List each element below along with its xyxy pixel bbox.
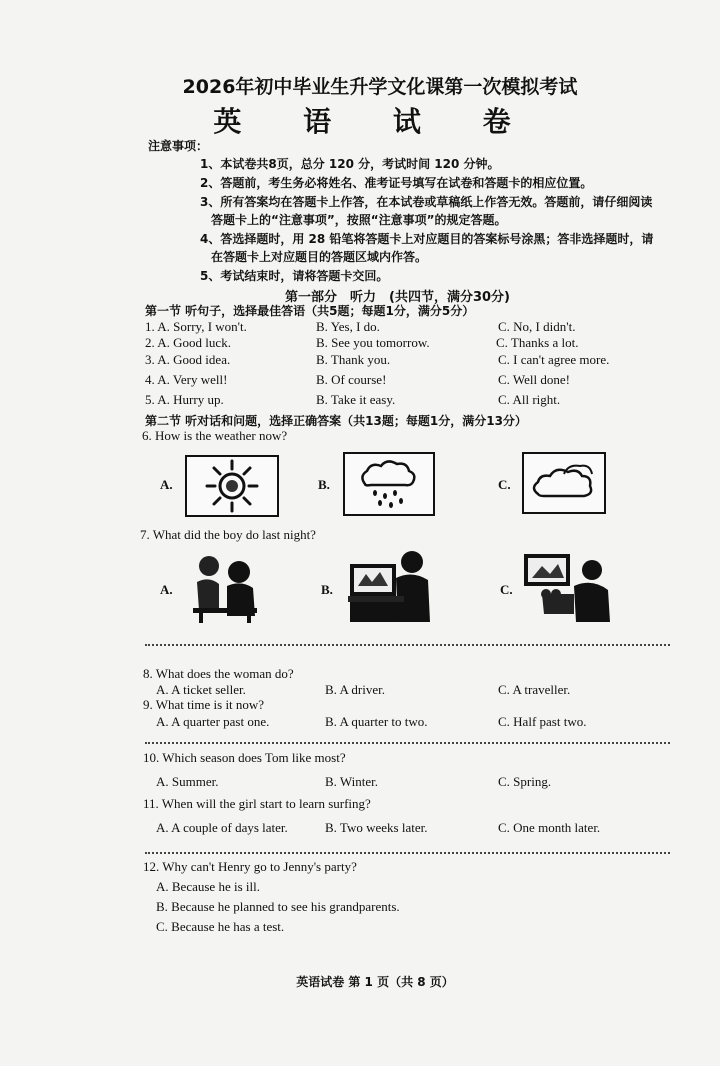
q1-option-b: B. Yes, I do. — [316, 319, 380, 334]
cloudy-icon — [524, 454, 604, 512]
part1-heading: 第一部分 听力 (共四节，满分30分) — [285, 290, 510, 305]
q7-label-b: B. — [321, 582, 333, 597]
sun-icon — [187, 457, 277, 515]
divider — [145, 742, 670, 744]
q8-option-c: C. A traveller. — [498, 682, 571, 697]
q12-option-c: C. Because he has a test. — [156, 919, 285, 934]
rain-cloud-icon — [345, 454, 433, 514]
q10-option-a: A. Summer. — [156, 774, 219, 789]
q2-option-c: C. Thanks a lot. — [496, 335, 579, 350]
q1-option-c: C. No, I didn't. — [498, 319, 576, 334]
q12-option-b: B. Because he planned to see his grandparents. — [156, 899, 400, 914]
q12-option-a: A. Because he is ill. — [156, 879, 260, 894]
q7-stem: 7. What did the boy do last night? — [140, 527, 316, 542]
notice-item: 1、本试卷共8页，总分 120 分，考试时间 120 分钟。 — [200, 157, 500, 171]
q8-option-a: A. A ticket seller. — [156, 682, 246, 697]
q3-option-a: 3. A. Good idea. — [145, 352, 231, 367]
q4-option-a: 4. A. Very well! — [145, 372, 228, 387]
q6-label-a: A. — [160, 477, 173, 492]
computer-game-icon — [346, 548, 434, 624]
q3-option-c: C. I can't agree more. — [498, 352, 610, 367]
q11-option-c: C. One month later. — [498, 820, 601, 835]
page-footer: 英语试卷 第 1 页（共 8 页） — [296, 975, 454, 989]
q5-option-c: C. All right. — [498, 392, 561, 407]
q2-option-b: B. See you tomorrow. — [316, 335, 430, 350]
divider — [145, 852, 670, 854]
q6-label-c: C. — [498, 477, 511, 492]
q9-option-a: A. A quarter past one. — [156, 714, 270, 729]
notice-item: 5、考试结束时，请将答题卡交回。 — [200, 269, 389, 283]
notice-heading: 注意事项： — [148, 139, 209, 153]
notice-item: 3、所有答案均在答题卡上作答，在本试卷或草稿纸上作答无效。答题前，请仔细阅读 — [200, 195, 653, 209]
sun-picture — [185, 455, 279, 517]
q9-stem: 9. What time is it now? — [143, 697, 265, 712]
q6-stem: 6. How is the weather now? — [142, 428, 288, 443]
q7-label-c: C. — [500, 582, 513, 597]
q6-label-b: B. — [318, 477, 330, 492]
q5-option-a: 5. A. Hurry up. — [145, 392, 224, 407]
rain-picture — [343, 452, 435, 516]
q8-option-b: B. A driver. — [325, 682, 385, 697]
q12-stem: 12. Why can't Henry go to Jenny's party? — [143, 859, 357, 874]
q9-option-b: B. A quarter to two. — [325, 714, 428, 729]
q7-label-a: A. — [160, 582, 173, 597]
q10-option-c: C. Spring. — [498, 774, 552, 789]
section2-heading: 第二节 听对话和问题，选择正确答案（共13题；每题1分，满分13分） — [145, 414, 527, 428]
notice-item: 在答题卡上对应题目的答题区域内作答。 — [211, 250, 428, 264]
q11-option-b: B. Two weeks later. — [325, 820, 428, 835]
exam-subject-title: 英 语 试 卷 — [213, 105, 537, 138]
q10-option-b: B. Winter. — [325, 774, 379, 789]
cloudy-picture — [522, 452, 606, 514]
q11-stem: 11. When will the girl start to learn surfing? — [143, 796, 371, 811]
q5-option-b: B. Take it easy. — [316, 392, 396, 407]
q1-option-a: 1. A. Sorry, I won't. — [145, 319, 247, 334]
notice-item: 答题卡上的“注意事项”，按照“注意事项”的规定答题。 — [211, 213, 507, 227]
q11-option-a: A. A couple of days later. — [156, 820, 288, 835]
notice-item: 4、答选择题时，用 28 铅笔将答题卡上对应题目的答案标号涂黑；答非选择题时，请 — [200, 232, 654, 246]
exam-title: 2026年初中毕业生升学文化课第一次模拟考试 — [182, 76, 578, 98]
q3-option-b: B. Thank you. — [316, 352, 391, 367]
watching-tv-icon — [522, 550, 614, 624]
q2-option-a: 2. A. Good luck. — [145, 335, 231, 350]
q10-stem: 10. Which season does Tom like most? — [143, 750, 346, 765]
q9-option-c: C. Half past two. — [498, 714, 587, 729]
q8-stem: 8. What does the woman do? — [143, 666, 294, 681]
q4-option-b: B. Of course! — [316, 372, 387, 387]
q4-option-c: C. Well done! — [498, 372, 571, 387]
divider — [145, 644, 670, 646]
eating-icon — [185, 552, 265, 624]
section1-heading: 第一节 听句子，选择最佳答语（共5题；每题1分，满分5分） — [145, 304, 475, 318]
notice-item: 2、答题前，考生务必将姓名、准考证号填写在试卷和答题卡的相应位置。 — [200, 176, 593, 190]
